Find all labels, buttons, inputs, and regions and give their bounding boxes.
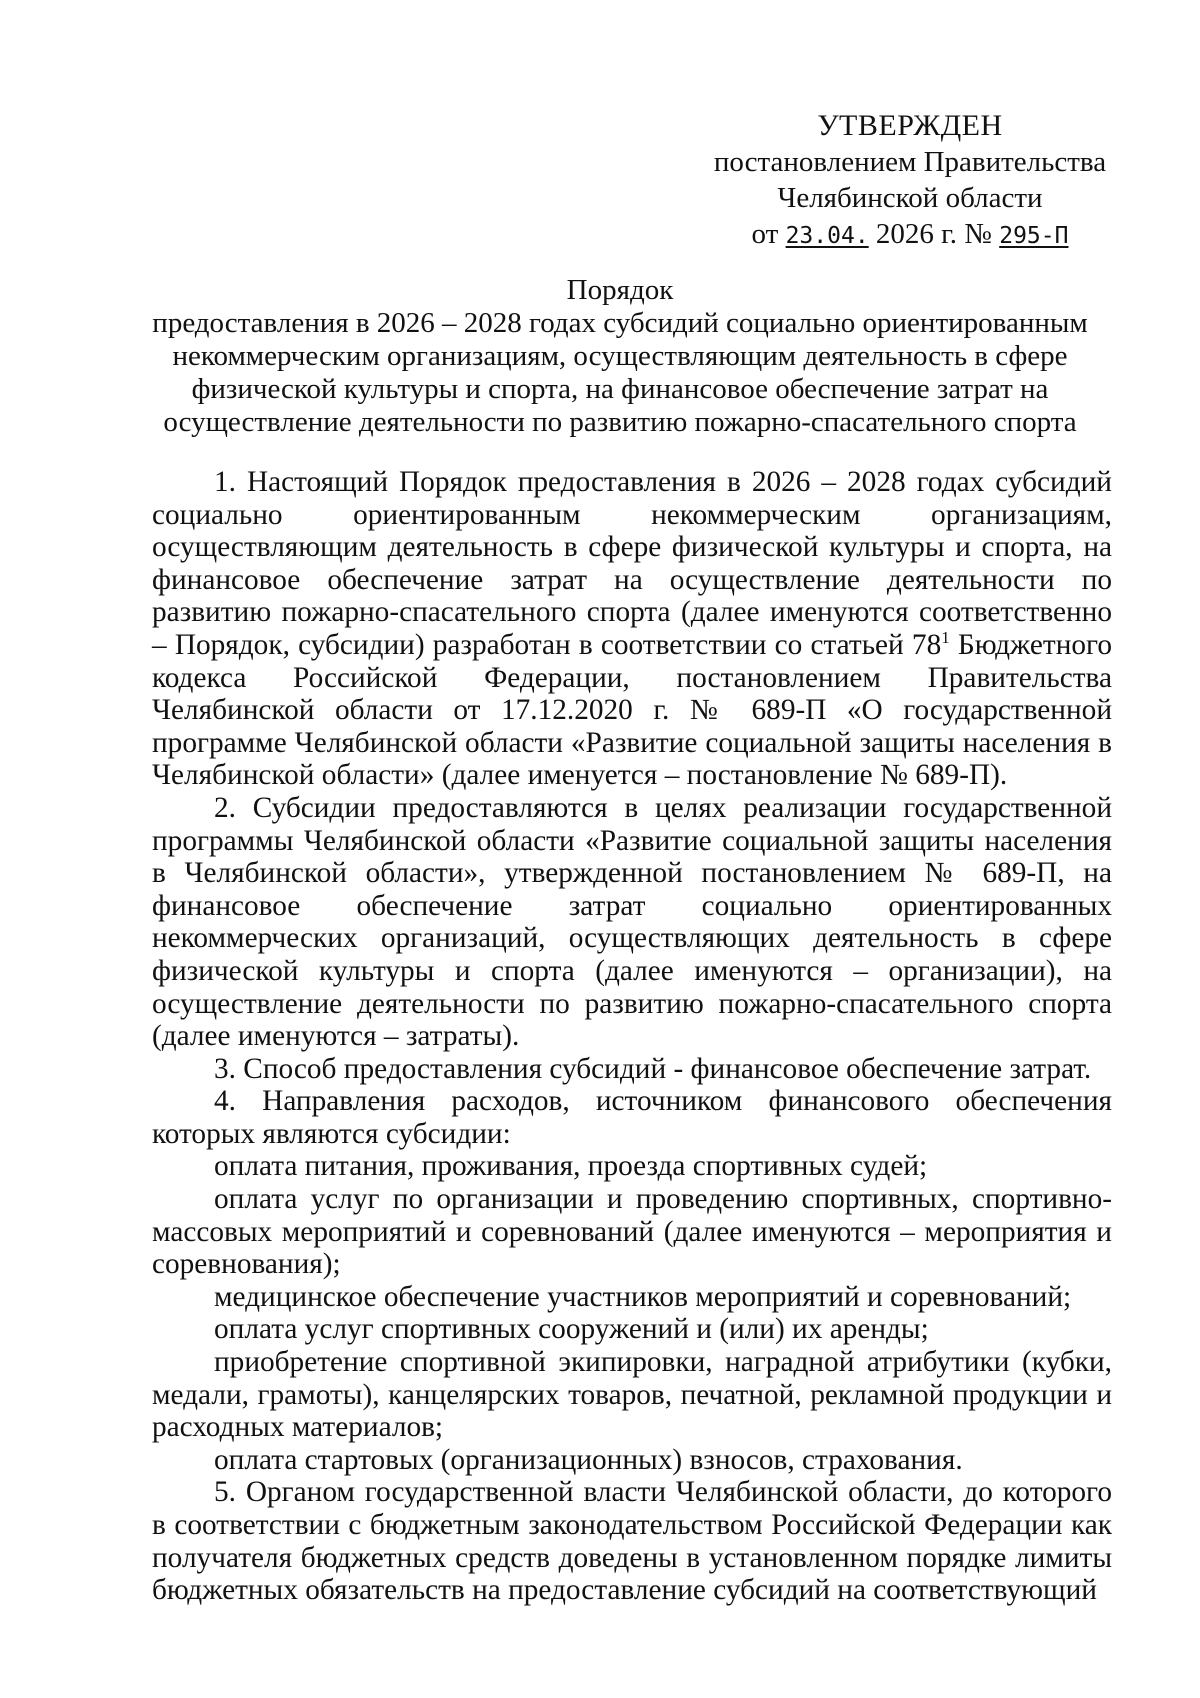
paragraph-1-text-a: 1. Настоящий Порядок предоставления в 2026 – 2028 годах субсидий социально ориентированным некоммерческим организациям, осуществляющим деятельность в сфере физической культуры и спорта, на финансовое обеспечение затрат на осуществление деятельности по развитию пожарно-спасательного спорта (далее именуются соответственно – Порядок, субсидии) разработан в соответствии со статьей 78: [152, 466, 1112, 661]
list-item: оплата питания, проживания, проезда спортивных судей;: [214, 1150, 928, 1183]
approval-line-2: Челябинской области: [777, 182, 1043, 214]
paragraph-1-text-b: Бюджетного кодекса Российской Федерации, постановлением Правительства Челябинской области от 17.12.2020 г. № 689-П «О государственной программе Челябинской области «Развитие социальной защиты населения в Челябинской области» (далее именуется – постановление № 689-П).: [152, 628, 1112, 792]
paragraph-3: 3. Способ предоставления субсидий - финансовое обеспечение затрат.: [214, 1052, 1092, 1085]
list-item: приобретение спортивной экипировки, наградной атрибутики (кубки, медали, грамоты), канцелярских товаров, печатной, рекламной продукции и расходных материалов;: [152, 1346, 1112, 1444]
article-superscript: 1: [941, 628, 950, 648]
approval-stamp: [700, 108, 1120, 254]
title-heading: Порядок: [566, 274, 674, 306]
paragraph-5: 5. Органом государственной власти Челябинской области, до которого в соответствии с бюджетным законодательством Российской Федерации как получателя бюджетных средств доведены в установленном порядке лимиты бюджетных обязательств на предоставление субсидий на соответствующий: [152, 1476, 1112, 1607]
title-line-3: физической культуры и спорта, на финансовое обеспечение затрат на: [191, 373, 1049, 405]
list-item: медицинское обеспечение участников мероприятий и соревнований;: [214, 1280, 1072, 1313]
document-title: [140, 274, 1100, 439]
document-body: [152, 466, 1112, 1607]
list-item: оплата услуг спортивных сооружений и (или) их аренды;: [214, 1313, 929, 1346]
approval-line-1: постановлением Правительства: [713, 146, 1107, 178]
approval-heading: УТВЕРЖДЕН: [817, 109, 1003, 142]
date-prefix: от: [751, 218, 779, 250]
list-item: оплата услуг по организации и проведению спортивных, спортивно-массовых мероприятий и соревнований (далее именуются – мероприятия и соревнования);: [152, 1183, 1112, 1281]
paragraph-4: 4. Направления расходов, источником финансового обеспечения которых являются субсидии:: [152, 1085, 1112, 1150]
handwritten-number: 295-П: [999, 223, 1069, 249]
title-line-2: некоммерческим организациям, осуществляющим деятельность в сфере: [172, 340, 1068, 372]
title-line-1: предоставления в 2026 – 2028 годах субсидий социально ориентированным: [152, 307, 1088, 339]
list-item: оплата стартовых (организационных) взносов, страхования.: [214, 1443, 963, 1476]
paragraph-1: [152, 466, 1112, 792]
handwritten-date: 23.04.: [785, 223, 869, 249]
approval-dateline: [700, 216, 1120, 254]
date-year: 2026 г. №: [875, 218, 992, 250]
title-line-4: осуществление деятельности по развитию пожарно-спасательного спорта: [163, 406, 1077, 438]
paragraph-2: 2. Субсидии предоставляются в целях реализации государственной программы Челябинской области «Развитие социальной защиты населения в Челябинской области», утвержденной постановлением № 689-П, на финансовое обеспечение затрат социально ориентированных некоммерческих организаций, осуществляющих деятельность в сфере физической культуры и спорта (далее именуются – организации), на осуществление деятельности по развитию пожарно-спасательного спорта (далее именуются – затраты).: [152, 791, 1112, 1053]
